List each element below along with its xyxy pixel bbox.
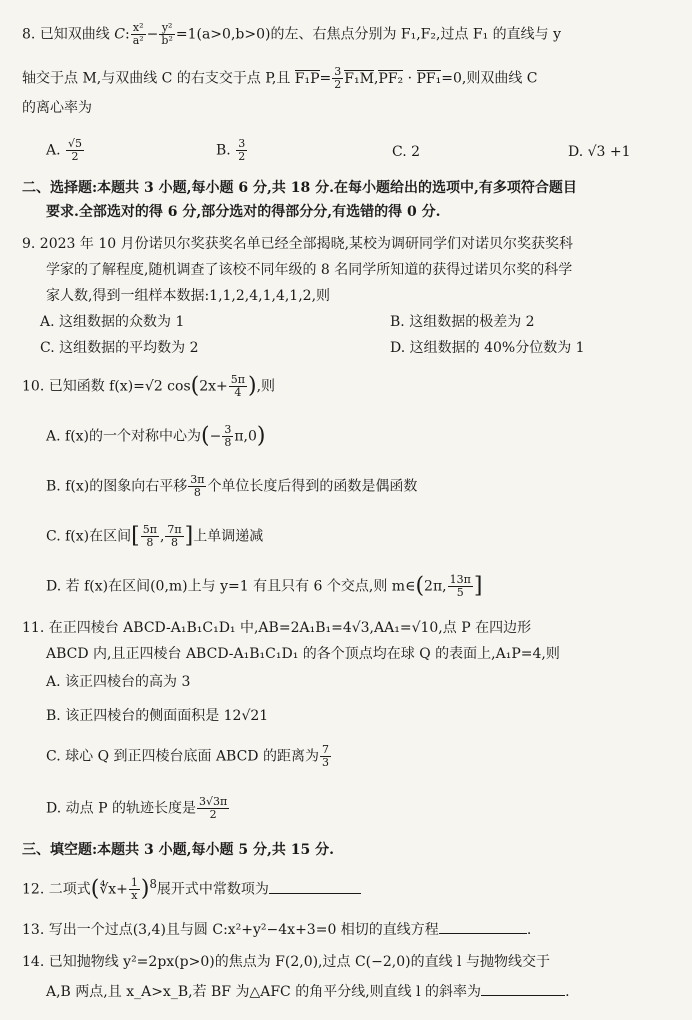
q10-b-den: 8: [193, 486, 201, 499]
q8-option-c: C. 2: [392, 144, 421, 160]
q10-option-c-post: 上单调递减: [193, 528, 264, 545]
q12-exponent: 8: [149, 877, 157, 891]
q10-stem: [22, 374, 275, 399]
q8-option-a: [46, 138, 85, 163]
q10-option-a-text: A. f(x)的一个对称中心为: [46, 428, 202, 445]
q9-line2: 学家的了解程度,随机调查了该校不同年级的 8 名同学所知道的获得过诺贝尔奖的科学: [46, 262, 573, 278]
q8-x2: x²: [131, 22, 146, 35]
q10-d-inner: 2π,: [424, 578, 447, 595]
q11-option-a: A. 该正四棱台的高为 3: [46, 674, 191, 690]
q12-paren-open: (: [90, 876, 100, 902]
q10-d-paren-open: (: [415, 573, 425, 599]
q11-c-num: 7: [322, 743, 329, 756]
q10-option-d: [46, 574, 482, 599]
q8-line3: 的离心率为: [22, 100, 92, 116]
q10-b-frac: [188, 474, 206, 499]
q11-option-c-text: C. 球心 Q 到正四棱台底面 ABCD 的距离为: [46, 748, 319, 765]
section3-heading: 三、填空题:本题共 3 小题,每小题 5 分,共 15 分.: [22, 842, 334, 858]
q10-c-num1: 5π: [142, 523, 157, 536]
q9-option-b: B. 这组数据的极差为 2: [390, 314, 535, 330]
q10-c-num2: 7π: [167, 523, 182, 536]
q11-c-den: 3: [322, 756, 329, 769]
q11-option-c: [46, 744, 332, 769]
q10-d-frac: [448, 574, 473, 599]
q10-c-frac2: [165, 524, 183, 549]
q8-option-a-num: √5: [68, 137, 83, 150]
q14-line2-text: A,B 两点,且 x_A>x_B,若 BF 为△AFC 的角平分线,则直线 l 的斜率为: [46, 984, 482, 1000]
q8-vector-pf1: PF₁: [416, 70, 442, 87]
q8-dot: ·: [407, 70, 413, 87]
q10-c-frac1: [141, 524, 159, 549]
q10-paren-open: (: [190, 373, 200, 399]
q8-den-2: 2: [334, 78, 342, 91]
q8-option-b: [216, 138, 248, 163]
q11-line1: 11. 在正四棱台 ABCD-A₁B₁C₁D₁ 中,AB=2A₁B₁=4√3,AA₁=√10,点 P 在四边形: [22, 620, 532, 636]
q9-option-d: D. 这组数据的 40%分位数为 1: [390, 340, 585, 356]
q14-line2: [46, 982, 570, 1002]
q14-answer-blank[interactable]: [481, 995, 565, 996]
q8-option-a-label: A.: [46, 142, 61, 159]
q8-vector-pf2: PF₂: [378, 70, 404, 87]
q10-b-num: 3π: [190, 473, 205, 486]
q14-line1: 14. 已知抛物线 y²=2px(p>0)的焦点为 F(2,0),过点 C(−2,0)的直线 l 与抛物线交于: [22, 954, 550, 970]
q8-option-b-label: B.: [216, 142, 231, 159]
q14-end: .: [565, 984, 570, 1000]
q10-option-b: [46, 474, 417, 499]
q12-line: [22, 874, 361, 902]
q10-c-bracket-close: ]: [184, 523, 194, 549]
q10-a-frac: [222, 424, 233, 449]
q8-option-d: D. √3 +1: [568, 144, 631, 160]
q10-a-den: 8: [224, 436, 232, 449]
q11-option-d: [46, 796, 230, 821]
q8-option-b-frac: [236, 138, 247, 163]
q8-a2: a²: [132, 34, 144, 47]
q13-end: .: [526, 922, 532, 938]
q10-a-paren-close: ): [256, 423, 266, 449]
q9-option-a: A. 这组数据的众数为 1: [40, 314, 185, 330]
q10-stem-end: ,则: [256, 378, 276, 395]
q8-frac-x: [131, 22, 146, 47]
q8-option-a-den: 2: [71, 150, 79, 163]
q11-c-frac: [320, 744, 331, 769]
q12-inner: ∜x+: [99, 881, 128, 898]
q11-line2: ABCD 内,且正四棱台 ABCD-A₁B₁C₁D₁ 的各个顶点均在球 Q 的表面上,A₁P=4,则: [46, 646, 560, 662]
q10-option-c-text: C. f(x)在区间: [46, 528, 132, 545]
q12-num: 1: [130, 876, 138, 890]
q11-d-num: 3√3π: [198, 795, 228, 808]
q11-option-d-text: D. 动点 P 的轨迹长度是: [46, 800, 196, 817]
q8-b2: b²: [161, 34, 173, 47]
q10-a-paren-open: (: [201, 423, 210, 449]
q12-den: x: [131, 889, 138, 903]
q12-frac: [129, 877, 140, 902]
q11-d-frac: [197, 796, 229, 821]
q8-option-b-den: 2: [238, 150, 246, 163]
q8-option-b-num: 3: [238, 137, 246, 150]
q10-option-b-post: 个单位长度后得到的函数是偶函数: [207, 478, 418, 495]
q8-curve-label: C: [114, 26, 125, 43]
q8-line2-end: =0,则双曲线 C: [441, 70, 538, 87]
q8-frac-3-2: [332, 66, 343, 91]
q8-line2-text: 轴交于点 M,与双曲线 C 的右支交于点 P,且: [22, 70, 291, 87]
q10-option-b-text: B. f(x)的图象向右平移: [46, 478, 188, 495]
q8-equals: =: [319, 70, 332, 87]
q8-line2: [22, 66, 538, 91]
q10-stem-frac: [229, 374, 247, 399]
q10-a-num: 3: [224, 423, 232, 436]
section2-instructions: 要求.全部选对的得 6 分,部分选对的得部分分,有选错的得 0 分.: [46, 204, 441, 220]
q10-c-comma: ,: [159, 528, 165, 545]
q10-c-den1: 8: [146, 536, 154, 549]
q10-paren-close: ): [248, 373, 257, 399]
q10-c-den2: 8: [171, 536, 179, 549]
q8-vector-f1p: F₁P: [294, 70, 320, 87]
q12-paren-close: ): [140, 876, 150, 902]
q10-stem-num: 5π: [230, 373, 246, 386]
q10-d-bracket-close: ]: [473, 573, 483, 599]
section2-heading: 二、选择题:本题共 3 小题,每小题 6 分,共 18 分.在每小题给出的选项中,有多项符合题目: [22, 180, 577, 196]
q12-text: 12. 二项式: [22, 881, 91, 898]
q11-option-b: B. 该正四棱台的侧面面积是 12√21: [46, 708, 269, 724]
q9-line1: 9. 2023 年 10 月份诺贝尔奖获奖名单已经全部揭晓,某校为调研同学们对诺贝尔奖获奖科: [22, 236, 574, 252]
q8-comma: ,: [373, 70, 379, 87]
q9-line3: 家人数,得到一组样本数据:1,1,2,4,1,4,1,2,则: [46, 288, 331, 304]
q13-answer-blank[interactable]: [439, 933, 527, 934]
q11-d-den: 2: [209, 808, 217, 821]
q8-option-a-frac: [66, 138, 84, 163]
q13-line: [22, 920, 531, 940]
q8-vector-f1m: F₁M: [344, 70, 374, 87]
q10-option-d-text: D. 若 f(x)在区间(0,m)上与 y=1 有且只有 6 个交点,则 m∈: [46, 578, 416, 595]
q8-stem-start: 8. 已知双曲线: [22, 26, 110, 43]
q12-post: 展开式中常数项为: [156, 881, 269, 898]
q8-line1: 8. 已知双曲线 C: $\frac{\text{x²}}{\text{a²}}$ − $\frac{\text{y²}}{\text{b²}}$ =1(a>0,b>0)的左、右焦点分别为 F₁,F₂,过点 F₁ 的直线与 y: [22, 21, 562, 47]
q8-stem-cont: =1(a>0,b>0)的左、右焦点分别为 F₁,F₂,过点 F₁ 的直线与 y: [175, 26, 562, 43]
q10-d-den: 5: [456, 586, 464, 599]
q10-stem-start: 10. 已知函数 f(x)=√2 cos: [22, 378, 191, 395]
q10-d-num: 13π: [449, 573, 471, 586]
q10-stem-den: 4: [234, 386, 242, 399]
q10-option-a: [46, 424, 266, 449]
q12-answer-blank[interactable]: [269, 893, 361, 894]
q9-option-c: C. 这组数据的平均数为 2: [40, 340, 199, 356]
q8-num-3: 3: [334, 65, 342, 78]
q8-frac-y: [159, 22, 174, 47]
q10-option-c: [46, 524, 263, 549]
q10-c-bracket-open: [: [131, 523, 140, 549]
q13-text: 13. 写出一个过点(3,4)且与圆 C:x²+y²−4x+3=0 相切的直线方程: [22, 922, 439, 938]
q10-stem-inner: 2x+: [199, 378, 228, 395]
q8-y2: y²: [159, 22, 174, 35]
q10-a-post: π,0: [234, 428, 257, 445]
q10-a-minus: −: [209, 428, 222, 445]
